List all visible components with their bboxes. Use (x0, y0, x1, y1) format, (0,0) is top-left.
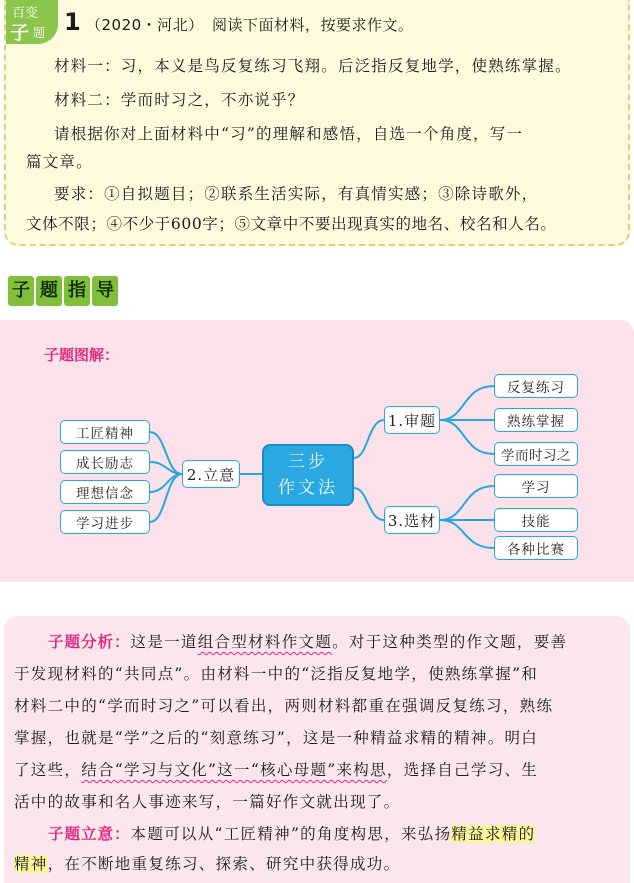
mindmap-title: 子题图解： (44, 346, 120, 364)
mindmap-material-item: 各种比赛 (494, 536, 578, 560)
analysis-line-1 (48, 630, 567, 652)
mindmap-theme-item: 学习进步 (60, 510, 150, 534)
requirement-line-1: 要求：①自拟题目；②联系生活实际，有真情实感；③除诗歌外， (54, 185, 539, 203)
instruction-line-1: 请根据你对上面材料中“习”的理解和感悟，自选一个角度，写一 (54, 125, 524, 143)
mindmap-branch-review: 1.审题 (384, 406, 440, 434)
mindmap-material-item: 学习 (494, 474, 578, 498)
center-node-line-2: 作文法 (278, 478, 338, 498)
analysis-text: ，选择自己学习、生 (386, 761, 539, 779)
theme-highlight: 精神 (14, 855, 48, 873)
center-node-line-1: 三步 (288, 452, 328, 472)
theme-line-2 (14, 852, 400, 874)
section-heading-char: 指 (64, 276, 90, 306)
analysis-line-3: 材料二中的“学而时习之”可以看出，两则材料都重在强调反复练习，熟练 (14, 697, 554, 715)
theme-line-1 (48, 822, 535, 844)
analysis-box (4, 616, 630, 883)
mindmap-theme-item: 成长励志 (60, 450, 150, 474)
analysis-key-phrase: 结合“学习与文化”这一“核心母题”来构思 (81, 761, 387, 779)
question-prompt: 阅读下面材料，按要求作文。 (212, 16, 414, 34)
badge-main-text: 子 (10, 22, 30, 44)
section-heading-char: 子 (8, 276, 34, 306)
requirement-line-2: 文体不限；④不少于600字；⑤文章中不要出现真实的地名、校名和人名。 (26, 215, 557, 233)
analysis-line-5 (14, 758, 538, 780)
mindmap-center-node (262, 444, 354, 506)
badge-side-text: 题 (33, 26, 46, 40)
theme-tag: 子题立意： (48, 825, 131, 843)
material-two: 材料二：学而时习之，不亦说乎？ (54, 91, 305, 109)
mindmap-review-item: 熟练掌握 (494, 408, 578, 432)
analysis-text: 这是一道 (130, 633, 198, 651)
theme-text: ，在不断地重复练习、探索、研究中获得成功。 (47, 855, 401, 873)
badge-top-text: 百变 (12, 6, 39, 21)
mindmap-review-item: 反复练习 (494, 374, 578, 398)
question-number: 1 (64, 8, 81, 36)
mindmap-review-item: 学而时习之 (494, 442, 578, 466)
mindmap-theme-item: 工匠精神 (60, 420, 150, 444)
theme-highlight: 精益求精的 (451, 825, 536, 843)
material-one: 材料一：习，本义是鸟反复练习飞翔。后泛指反复地学，使熟练掌握。 (54, 57, 572, 75)
section-heading (8, 276, 120, 306)
mindmap-material-item: 技能 (494, 508, 578, 532)
analysis-text: 。对于这种类型的作文题，要善 (332, 633, 568, 651)
section-heading-char: 导 (92, 276, 118, 306)
variant-question-badge (6, 0, 58, 44)
analysis-key-phrase: 组合型材料作文题 (197, 633, 333, 651)
analysis-line-4: 掌握，也就是“学”之后的“刻意练习”，这是一种精益求精的精神。明白 (14, 729, 539, 747)
section-heading-char: 题 (36, 276, 62, 306)
analysis-text: 了这些， (14, 761, 82, 779)
mindmap-panel (0, 320, 634, 582)
mindmap-branch-material: 3.选材 (384, 506, 440, 534)
analysis-line-6: 活中的故事和名人事迹来写，一篇好作文就出现了。 (14, 793, 401, 811)
question-source: （2020・河北） (86, 16, 204, 34)
analysis-tag: 子题分析： (48, 633, 131, 651)
question-box (4, 0, 630, 246)
theme-text: 本题可以从“工匠精神”的角度构思，来弘扬 (130, 825, 452, 843)
mindmap-theme-item: 理想信念 (60, 480, 150, 504)
instruction-line-2: 篇文章。 (26, 153, 93, 171)
analysis-line-2: 于发现材料的“共同点”。由材料一中的“泛指反复地学，使熟练掌握”和 (14, 665, 539, 683)
mindmap-branch-theme: 2.立意 (182, 460, 240, 488)
